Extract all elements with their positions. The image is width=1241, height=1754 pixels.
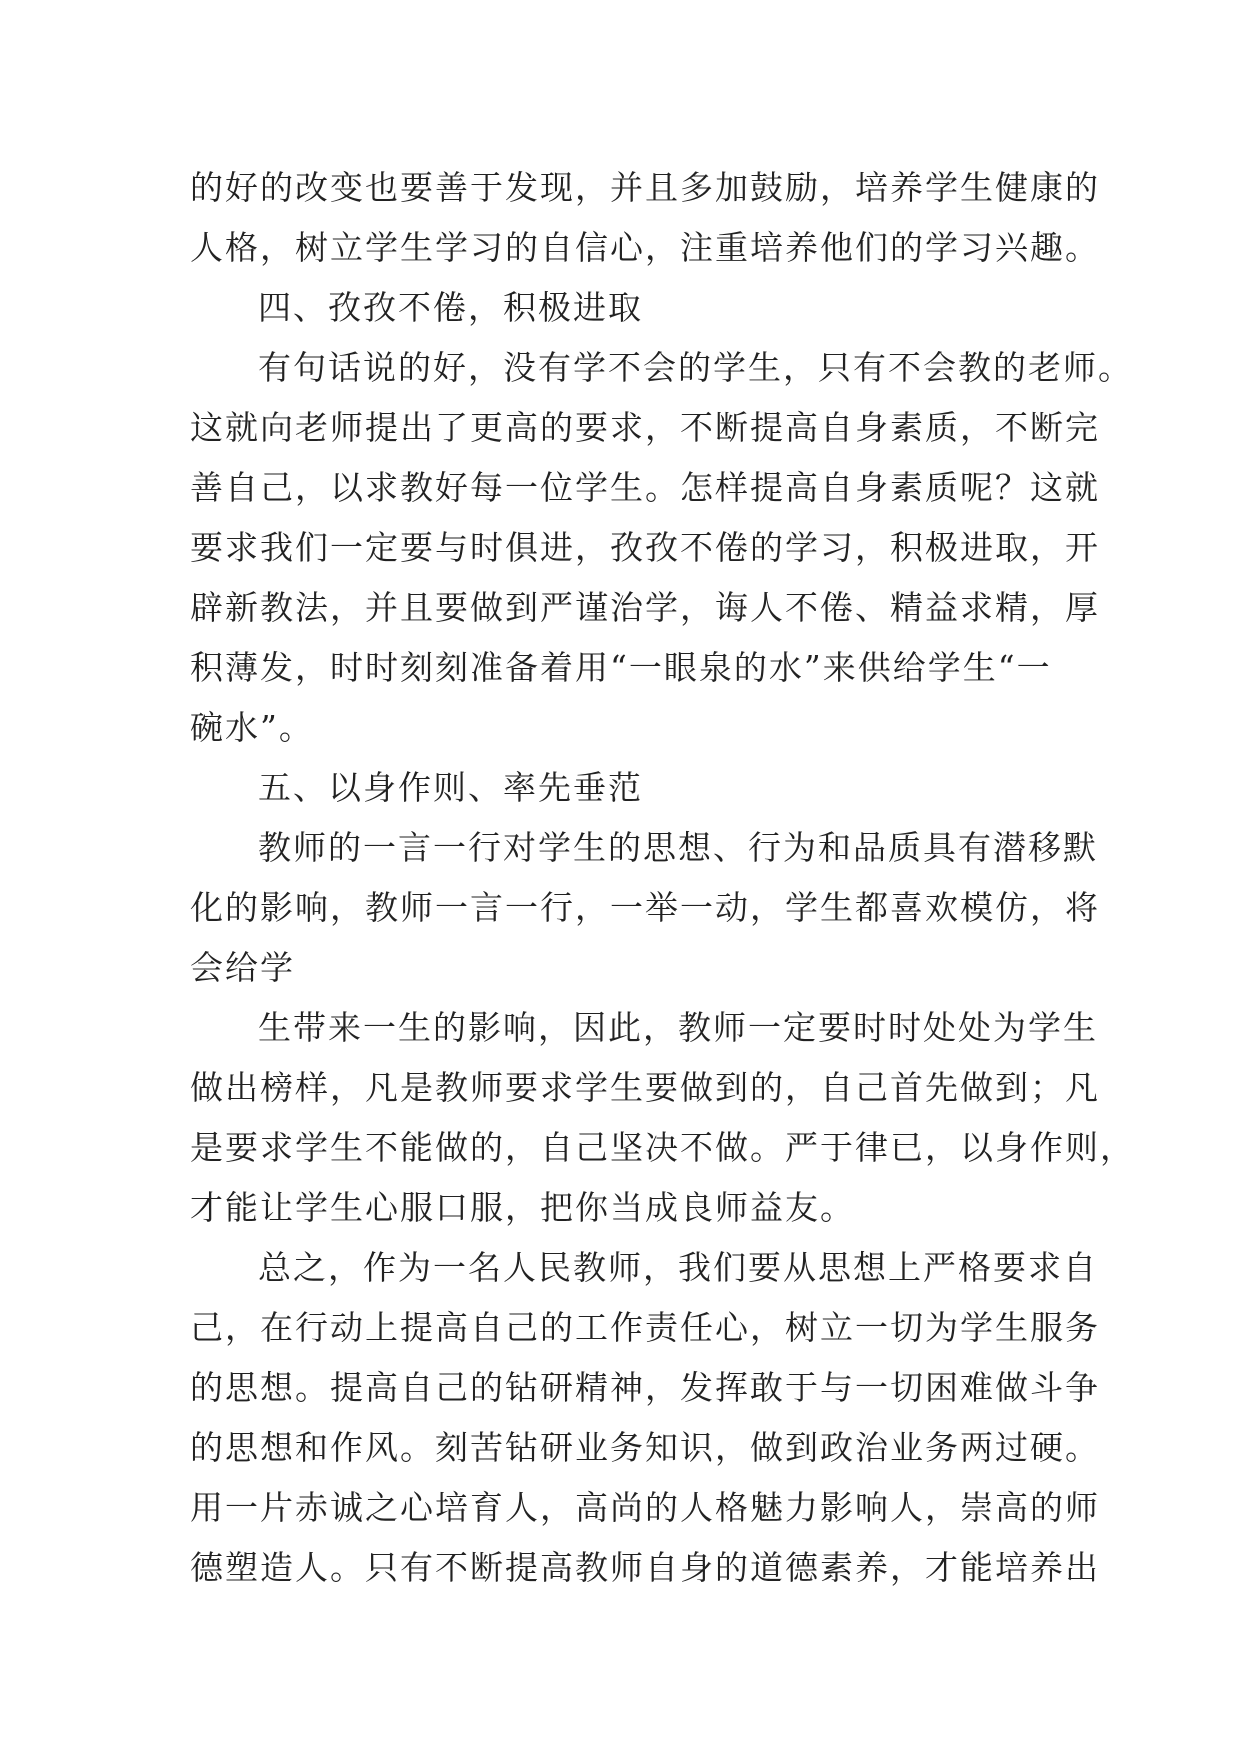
text-line: 教师的一言一行对学生的思想、行为和品质具有潜移默	[258, 828, 1098, 867]
text-line: 会给学	[190, 948, 295, 987]
section-heading: 四、孜孜不倦，积极进取	[258, 288, 643, 327]
text-line: 德塑造人。只有不断提高教师自身的道德素养，才能培养出	[190, 1548, 1100, 1587]
text-line: 己，在行动上提高自己的工作责任心，树立一切为学生服务	[190, 1308, 1100, 1347]
text-line: 化的影响，教师一言一行，一举一动，学生都喜欢模仿，将	[190, 888, 1100, 927]
text-line: 有句话说的好，没有学不会的学生，只有不会教的老师。	[258, 348, 1133, 387]
text-line: 辟新教法，并且要做到严谨治学，诲人不倦、精益求精，厚	[190, 588, 1100, 627]
text-line: 这就向老师提出了更高的要求，不断提高自身素质，不断完	[190, 408, 1100, 447]
text-line: 的思想。提高自己的钻研精神，发挥敢于与一切困难做斗争	[190, 1368, 1100, 1407]
text-line: 是要求学生不能做的，自己坚决不做。严于律已，以身作则，	[190, 1128, 1135, 1167]
text-line: 人格，树立学生学习的自信心，注重培养他们的学习兴趣。	[190, 228, 1100, 267]
text-line: 善自己，以求教好每一位学生。怎样提高自身素质呢？这就	[190, 468, 1100, 507]
text-line: 碗水”。	[190, 708, 314, 747]
text-line: 才能让学生心服口服，把你当成良师益友。	[190, 1188, 855, 1227]
text-line: 生带来一生的影响，因此，教师一定要时时处处为学生	[258, 1008, 1098, 1047]
body-text	[190, 158, 1135, 1598]
text-line: 的思想和作风。刻苦钻研业务知识，做到政治业务两过硬。	[190, 1428, 1100, 1467]
text-line: 做出榜样，凡是教师要求学生要做到的，自己首先做到；凡	[190, 1068, 1100, 1107]
text-line: 积薄发，时时刻刻准备着用“一眼泉的水”来供给学生“一	[190, 648, 1052, 687]
text-line: 用一片赤诚之心培育人，高尚的人格魅力影响人，崇高的师	[190, 1488, 1100, 1527]
text-line: 总之，作为一名人民教师，我们要从思想上严格要求自	[258, 1248, 1098, 1287]
section-heading: 五、以身作则、率先垂范	[258, 768, 643, 807]
text-line: 的好的改变也要善于发现，并且多加鼓励，培养学生健康的	[190, 168, 1100, 207]
text-line: 要求我们一定要与时俱进，孜孜不倦的学习，积极进取，开	[190, 528, 1100, 567]
